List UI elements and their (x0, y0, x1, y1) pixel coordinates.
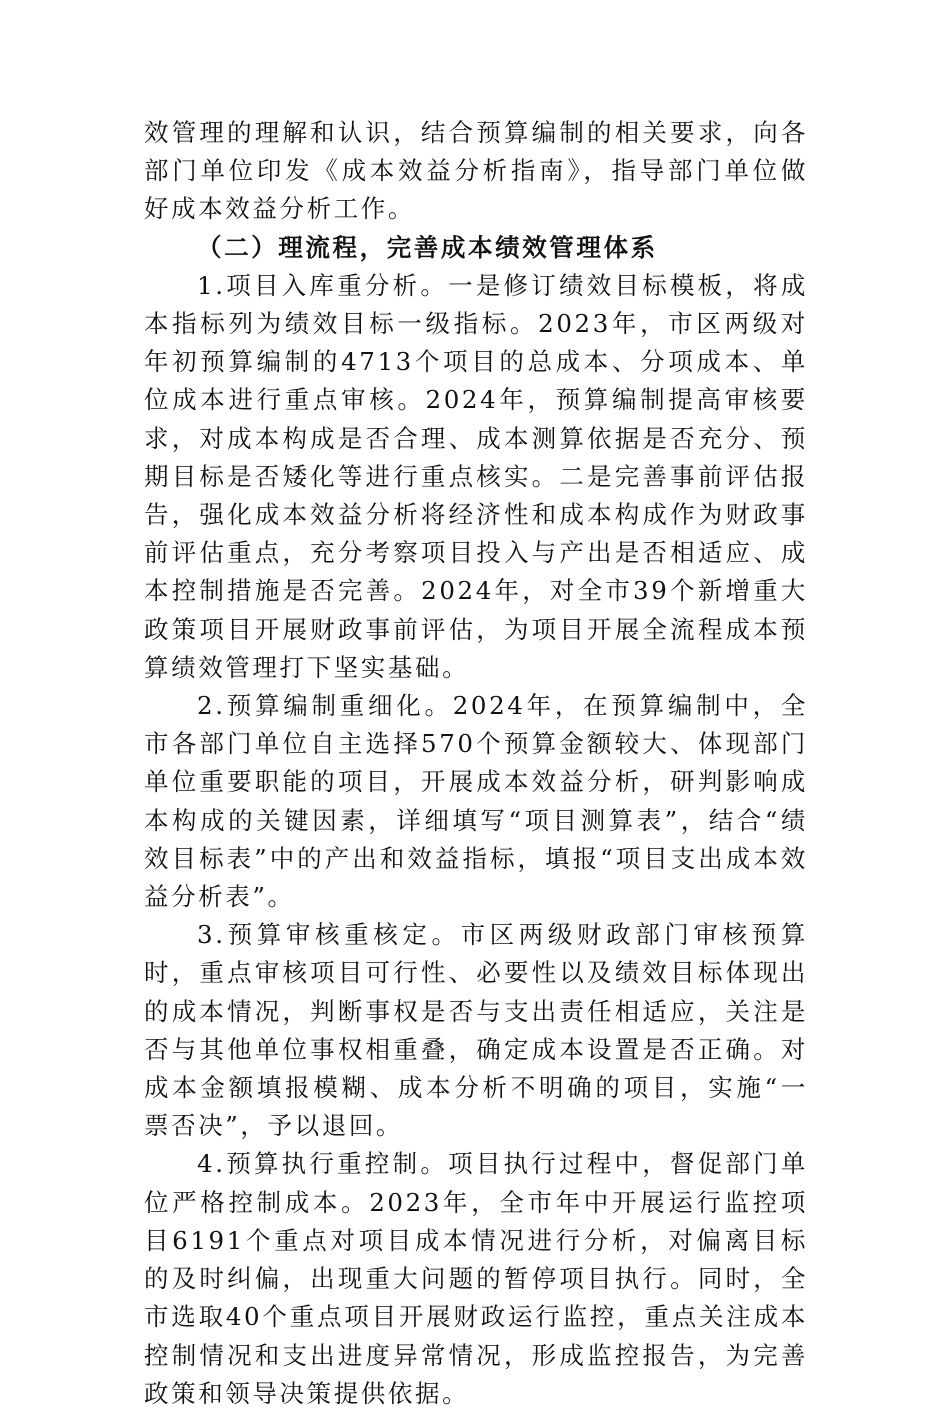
paragraph-budget-execution: 4.预算执行重控制。项目执行过程中，督促部门单位严格控制成本。2023年，全市年中开展运行监控项目6191个重点对项目成本情况进行分析，对偏离目标的及时纠偏，出现重大问题的暂停项目执行。同时，全市选取40个重点项目开展财政运行监控，重点关注成本控制情况和支出进度异常情况，形成监控报告，为完善政策和领导决策提供依据。 (144, 1149, 808, 1408)
paragraph-continued-intro: 效管理的理解和认识，结合预算编制的相关要求，向各部门单位印发《成本效益分析指南》，指导部门单位做好成本效益分析工作。 (144, 118, 808, 224)
paragraph-project-entry-analysis: 1.项目入库重分析。一是修订绩效目标模板，将成本指标列为绩效目标一级指标。2023年，市区两级对年初预算编制的4713个项目的总成本、分项成本、单位成本进行重点审核。2024年，预算编制提高审核要求，对成本构成是否合理、成本测算依据是否充分、预期目标是否矮化等进行重点核实。二是完善事前评估报告，强化成本效益分析将经济性和成本构成作为财政事前评估重点，充分考察项目投入与产出是否相适应、成本控制措施是否完善。2024年，对全市39个新增重大政策项目开展财政事前评估，为项目开展全流程成本预算绩效管理打下坚实基础。 (144, 270, 808, 682)
document-body (144, 114, 808, 1413)
paragraph-budget-compilation: 2.预算编制重细化。2024年，在预算编制中，全市各部门单位自主选择570个预算金额较大、体现部门单位重要职能的项目，开展成本效益分析，研判影响成本构成的关键因素，详细填写“项目测算表”，结合“绩效目标表”中的产出和效益指标，填报“项目支出成本效益分析表”。 (144, 691, 808, 912)
section-heading-2: （二）理流程，完善成本绩效管理体系 (197, 232, 658, 262)
paragraph-budget-review: 3.预算审核重核定。市区两级财政部门审核预算时，重点审核项目可行性、必要性以及绩效目标体现出的成本情况，判断事权是否与支出责任相适应，关注是否与其他单位事权相重叠，确定成本设置是否正确。对成本金额填报模糊、成本分析不明确的项目，实施“一票否决”，予以退回。 (144, 920, 808, 1141)
